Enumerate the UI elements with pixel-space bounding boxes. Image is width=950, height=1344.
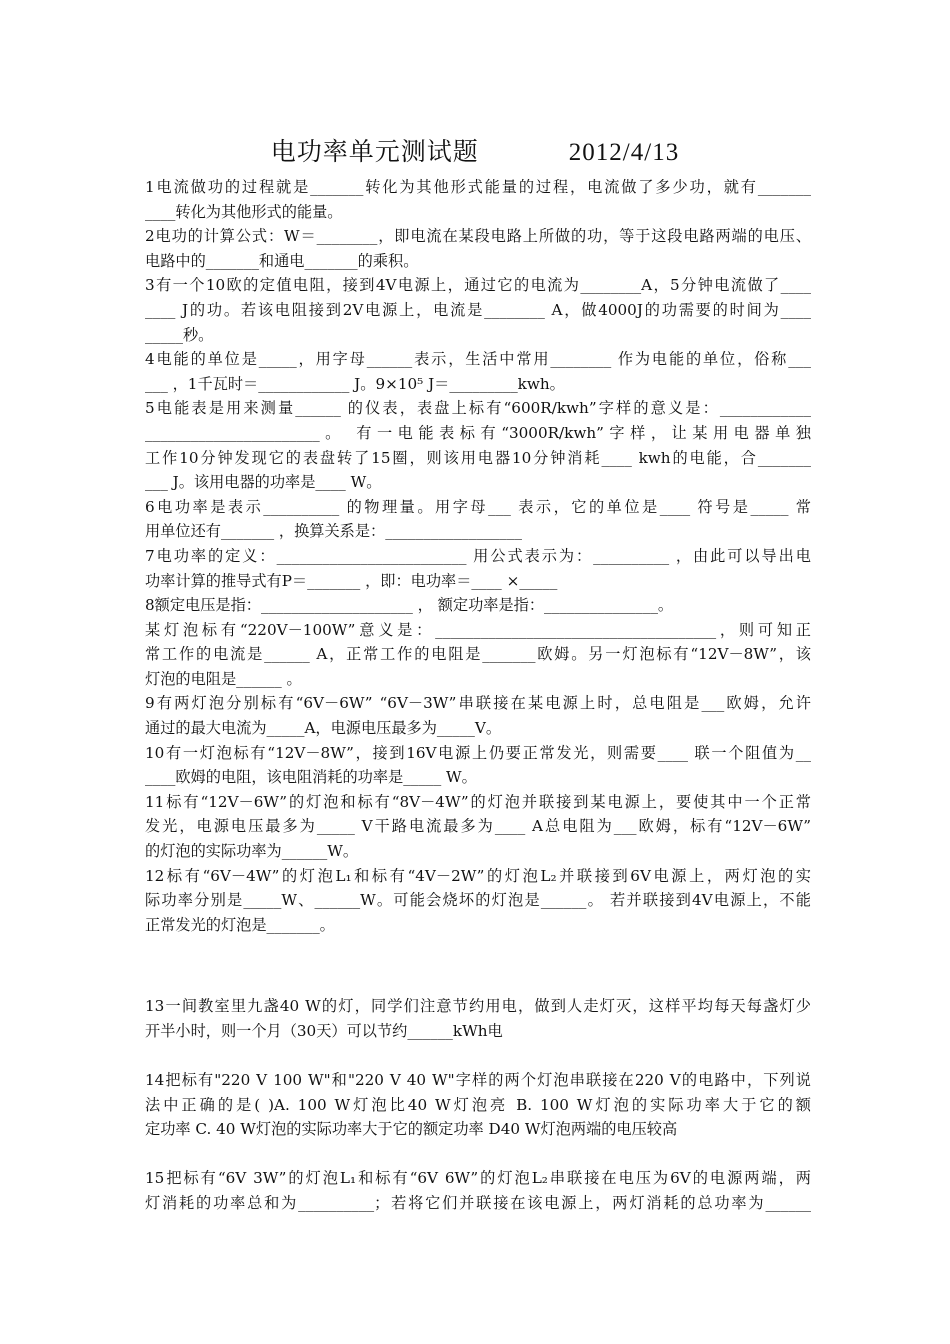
text-line: 14把标有"220 V 100 W"和"220 V 40 W"字样的两个灯泡串联接在220 V的电路中，下列说	[145, 1071, 811, 1089]
text-line: 1电流做功的过程就是_______转化为其他形式能量的过程，电流做了多少功，就有_______	[145, 178, 811, 196]
title-date: 2012/4/13	[568, 139, 680, 166]
text-line: 2电功的计算公式：W＝________，即电流在某段电路上所做的功，等于这段电路两端的电压、	[145, 227, 811, 246]
question-14	[145, 1068, 811, 1142]
text-line: 11标有“12V－6W”的灯泡和标有“8V－4W”的灯泡并联接到某电源上，要使其中一个正常	[145, 792, 811, 811]
text-line: 9有两灯泡分别标有“6V－6W” “6V－3W”串联接在某电源上时，总电阻是___欧姆，允许	[145, 694, 811, 713]
text-line: 法中正确的是( )A. 100 W灯泡比40 W灯泡亮 B. 100 W灯泡的实际功率大于它的额	[145, 1095, 811, 1114]
title-text: 电功率单元测试题	[270, 137, 479, 166]
text-line: 发光，电源电压最多为_____ V干路电流最多为____ A总电阻为___欧姆，标有“12V－6W”	[145, 817, 811, 836]
text-line: 灯泡的电阻是______ 。	[145, 669, 302, 688]
text-line: 的灯泡的实际功率为______W。	[145, 842, 359, 861]
text-line: 际功率分别是_____W、______W。可能会烧坏的灯泡是______。 若并联接到4V电源上，不能	[145, 891, 811, 910]
text-line: 工作10分钟发现它的表盘转了15圈，则该用电器10分钟消耗____ kwh的电能，合_______	[145, 448, 811, 467]
text-line: ____ J的功。若该电阻接到2V电源上，电流是________ A，做4000J的功需要的时间为____	[145, 300, 811, 319]
question-13	[145, 994, 811, 1043]
text-line: 7电功率的定义：_________________________ 用公式表示为：__________ ，由此可以导出电	[145, 546, 811, 565]
question-15	[145, 1166, 811, 1215]
text-line: 通过的最大电流为_____A，电源电压最多为_____V。	[145, 719, 502, 738]
text-line: ____欧姆的电阻，该电阻消耗的功率是_____ W。	[145, 768, 477, 787]
text-line: 电路中的_______和通电_______的乘积。	[145, 251, 419, 270]
text-line: 8额定电压是指：____________________ ， 额定功率是指：_______________。	[145, 596, 674, 615]
text-line: ___ J。该用电器的功率是____ W。	[145, 473, 382, 492]
text-line: _____秒。	[145, 325, 214, 344]
text-line: 10有一灯泡标有“12V－8W”，接到16V电源上仍要正常发光，则需要____ 联一个阻值为__	[145, 743, 811, 762]
text-line: 开半小时，则一个月（30天）可以节约______kWh电	[145, 1021, 503, 1040]
text-line: 某灯泡标有“220V－100W”意义是：_____________________________________，则可知正	[145, 620, 811, 639]
text-line: 12标有“6V－4W”的灯泡L₁和标有“4V－2W”的灯泡L₂并联接到6V电源上，两灯泡的实	[145, 866, 811, 885]
text-line: _______________________。 有一电能表标有“3000R/kwh”字样，让某用电器单独	[145, 423, 811, 442]
text-line: 用单位还有_______ ，换算关系是：__________________	[145, 522, 522, 541]
text-line: 15把标有“6V 3W”的灯泡L₁和标有“6V 6W”的灯泡L₂串联接在电压为6V的电源两端，两	[145, 1169, 811, 1187]
text-line: 6电功率是表示__________ 的物理量。用字母___ 表示，它的单位是____ 符号是_____ 常	[145, 497, 811, 516]
text-line: ____转化为其他形式的能量。	[145, 202, 343, 221]
text-line: 4电能的单位是_____，用字母______表示，生活中常用________ 作为电能的单位，俗称___	[145, 350, 811, 369]
page-title	[0, 132, 950, 168]
text-line: 功率计算的推导式有P＝_______ ，即：电功率＝____ ×_____	[145, 571, 558, 590]
text-line: 3有一个10欧的定值电阻，接到4V电源上，通过它的电流为________A，5分钟电流做了____	[145, 276, 811, 295]
text-line: ___ ，1千瓦时＝____________ J。9×10⁵ J＝_________kwh。	[145, 374, 565, 393]
text-line: 定功率 C. 40 W灯泡的实际功率大于它的额定功率 D40 W灯泡两端的电压较高	[145, 1120, 678, 1139]
text-line: 5电能表是用来测量______ 的仪表，表盘上标有“600R/kwh”字样的意义是：____________	[145, 399, 811, 418]
text-line: 正常发光的灯泡是_______。	[145, 915, 335, 934]
questions-1-12	[145, 175, 811, 937]
text-line: 灯消耗的功率总和为__________；若将它们并联接在该电源上，两灯消耗的总功率为______	[145, 1193, 811, 1212]
text-line: 常工作的电流是______ A，正常工作的电阻是_______欧姆。另一灯泡标有“12V－8W”，该	[145, 645, 811, 664]
text-line: 13一间教室里九盏40 W的灯，同学们注意节约用电，做到人走灯灭，这样平均每天每盏灯少	[145, 997, 811, 1015]
